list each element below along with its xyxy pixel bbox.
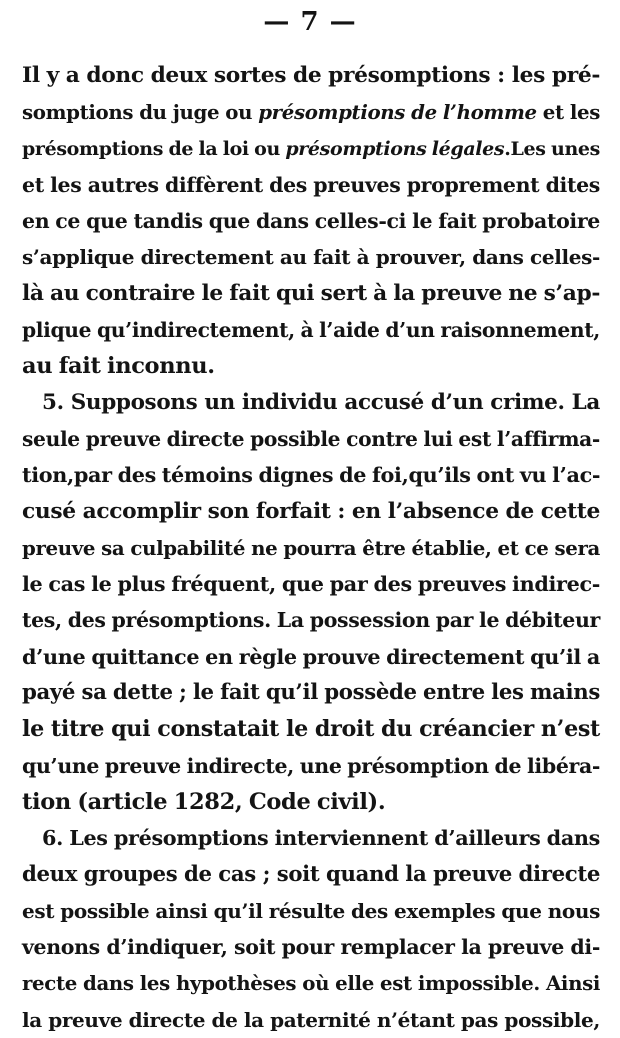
paragraph-start-6: 6. Les présomptions interviennent d’ailleurs dans: [42, 826, 600, 851]
italic-term: présomptions de l’homme: [258, 100, 537, 125]
italic-term: présomptions légales: [285, 137, 505, 160]
text-line: qu’une preuve indirecte, une présomption de libéra-: [22, 753, 601, 778]
text-line: [22, 94, 600, 130]
text-line: tion (article 1282, Code civil).: [22, 788, 386, 815]
text-line: cusé accomplir son forfait : en l’absence de cette: [22, 498, 600, 524]
body-text: [22, 58, 600, 1038]
text-segment: présomptions de la loi ou: [22, 137, 286, 160]
text-line: le titre qui constatait le droit du créancier n’est: [22, 716, 600, 743]
text-segment: et les: [536, 100, 601, 125]
text-line: venons d’indiquer, soit pour remplacer la preuve di-: [22, 935, 600, 960]
text-line: deux groupes de cas ; soit quand la preuve directe: [22, 861, 600, 887]
text-line: et les autres diffèrent des preuves proprement dites: [22, 172, 600, 197]
text-line: au fait inconnu.: [22, 353, 215, 380]
text-line: là au contraire le fait qui sert à la preuve ne s’ap-: [22, 280, 600, 306]
paragraph-start-5: 5. Supposons un individu accusé d’un crime. La: [42, 389, 600, 415]
text-line: tes, des présomptions. La possession par le débiteur: [22, 608, 600, 633]
text-line: payé sa dette ; le fait qu’il possède entre les mains: [22, 680, 600, 706]
text-line: en ce que tandis que dans celles-ci le fait probatoire: [22, 209, 600, 234]
text-line: Il y a donc deux sortes de présomptions : les pré-: [22, 63, 600, 88]
text-segment: .Les unes: [504, 137, 601, 160]
text-line: s’applique directement au fait à prouver, dans celles-: [22, 245, 600, 270]
page-number: — 7 —: [263, 7, 357, 37]
text-line: est possible ainsi qu’il résulte des exemples que nous: [22, 898, 600, 923]
text-line: le cas le plus fréquent, que par des preuves indirec-: [22, 572, 600, 597]
text-segment: somptions du juge ou: [22, 100, 259, 125]
text-line: tion,par des témoins dignes de foi,qu’ils ont vu l’ac-: [22, 463, 601, 488]
text-line: recte dans les hypothèses où elle est impossible. Ainsi: [22, 971, 600, 996]
text-line: seule preuve directe possible contre lui est l’affirma-: [22, 426, 600, 451]
text-line: d’une quittance en règle prouve directement qu’il a: [22, 644, 600, 669]
text-line: [22, 131, 600, 167]
text-line: la preuve directe de la paternité n’étant pas possible,: [22, 1007, 600, 1032]
text-line: plique qu’indirectement, à l’aide d’un raisonnement,: [22, 318, 600, 343]
text-line: preuve sa culpabilité ne pourra être établie, et ce sera: [22, 535, 600, 560]
